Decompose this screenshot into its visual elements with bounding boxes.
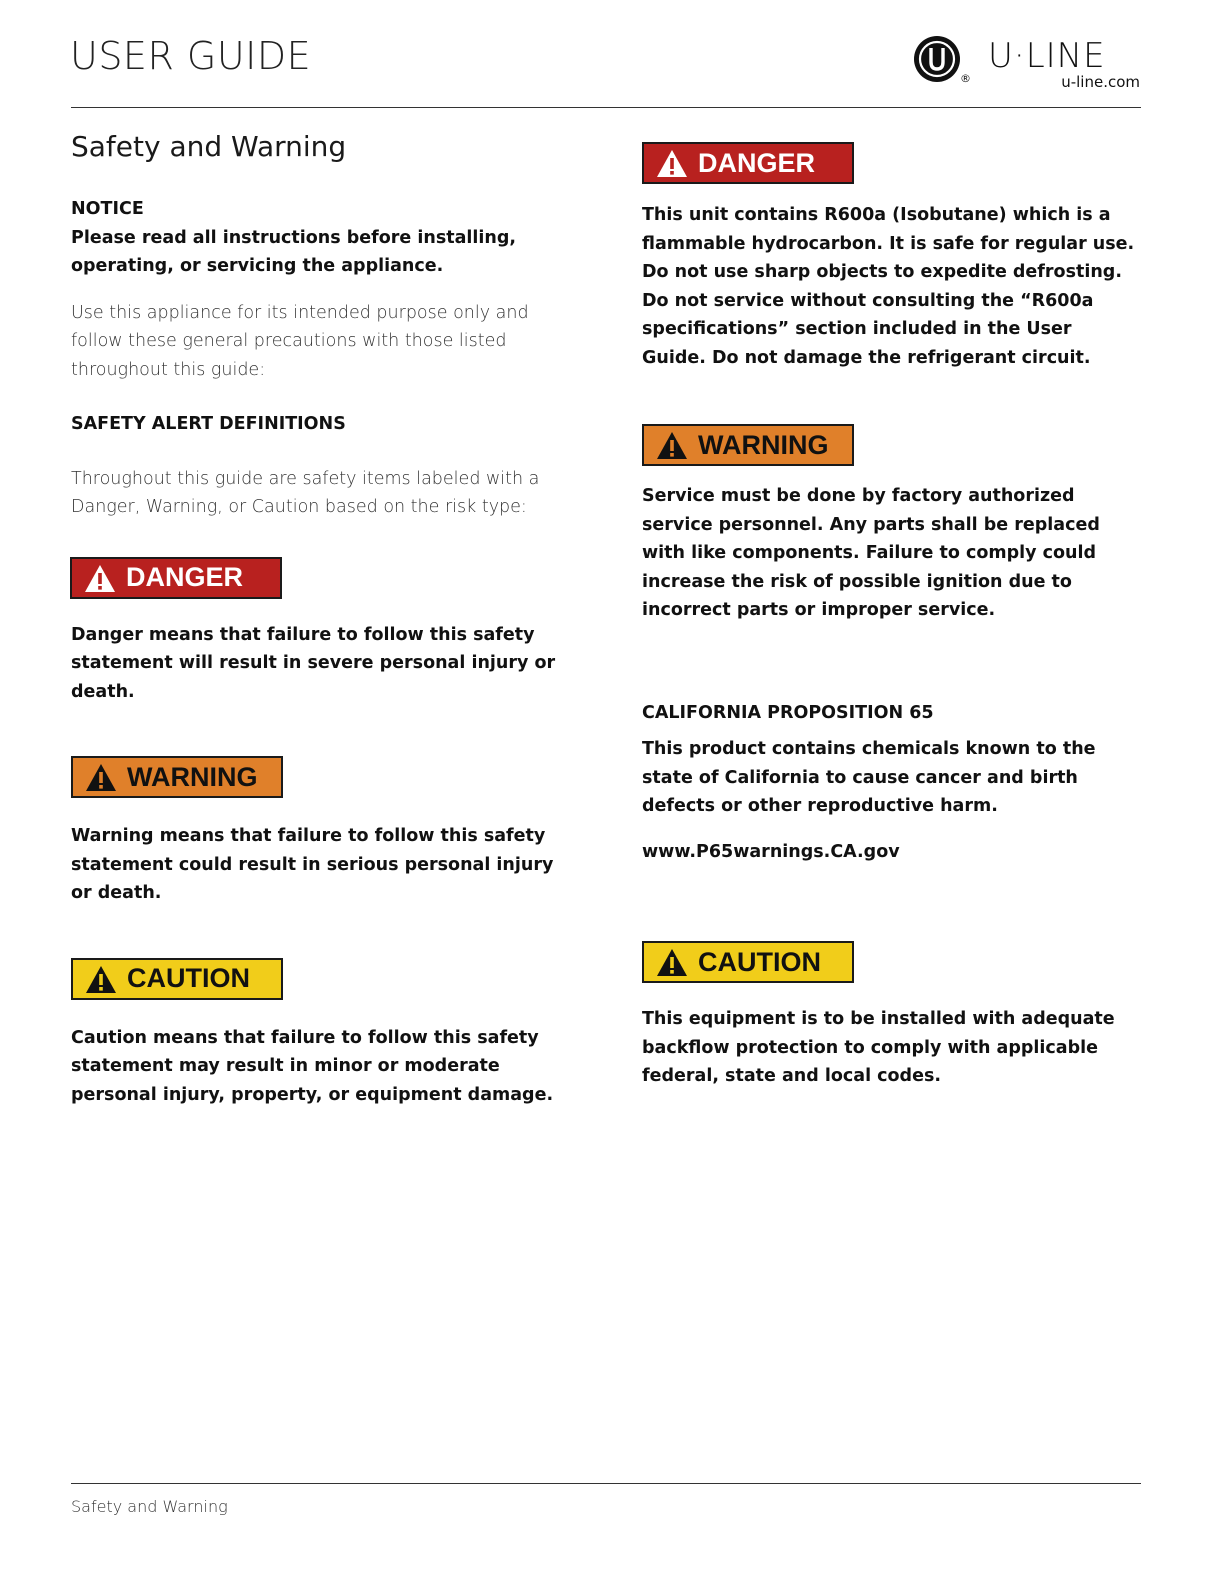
caution-label xyxy=(642,941,854,983)
header-divider xyxy=(71,107,1141,108)
danger-label xyxy=(642,142,854,184)
prop65-text: This product contains chemicals known to the state of California to cause cancer and birth defects or other reproductive harm. xyxy=(642,739,1096,816)
warning-label xyxy=(71,756,283,798)
caution-definition: Caution means that failure to follow this safety statement may result in minor or moderate personal injury, property, or equipment damage. xyxy=(71,1027,554,1105)
intro-paragraph: Use this appliance for its intended purpose only and follow these general precautions with those listed throughout this guide: xyxy=(71,302,529,380)
caution-label-text: CAUTION xyxy=(127,963,250,993)
caution-label xyxy=(71,958,283,1000)
prop65-heading: CALIFORNIA PROPOSITION 65 xyxy=(642,702,934,723)
footer-divider xyxy=(71,1483,1141,1484)
warning-triangle-icon xyxy=(85,762,117,792)
danger-label-text: DANGER xyxy=(126,562,244,592)
page-header-title: USER GUIDE xyxy=(70,34,312,78)
notice-text: Please read all instructions before installing, operating, or servicing the appliance. xyxy=(71,227,517,276)
notice-heading: NOTICE xyxy=(71,199,144,219)
danger-label xyxy=(70,557,282,599)
warning-triangle-icon xyxy=(84,563,116,593)
danger-definition: Danger means that failure to follow this safety statement will result in severe personal injury or death. xyxy=(71,624,556,702)
definitions-heading: SAFETY ALERT DEFINITIONS xyxy=(71,414,346,434)
danger-label-text: DANGER xyxy=(698,147,816,178)
warning-definition: Warning means that failure to follow this safety statement could result in serious personal injury or death. xyxy=(71,826,554,903)
brand-name: U·LINE xyxy=(988,36,1106,76)
warning-triangle-icon xyxy=(656,947,688,977)
u-line-logo-icon xyxy=(912,34,962,84)
warning-label-text: WARNING xyxy=(698,429,829,460)
left-column xyxy=(71,130,571,1109)
brand-logo xyxy=(910,32,1142,92)
service-warning-text: Service must be done by factory authorized service personnel. Any parts shall be replaced with like components. Failure to comply could increase the risk of possible ignition due to incorrect parts or improper service. xyxy=(642,486,1100,620)
backflow-caution-text: This equipment is to be installed with adequate backflow protection to comply with applicable federal, state and local codes. xyxy=(642,1009,1115,1086)
caution-label-text: CAUTION xyxy=(698,946,821,977)
warning-label xyxy=(642,424,854,466)
warning-triangle-icon xyxy=(656,430,688,460)
registered-mark: ® xyxy=(960,72,971,85)
warning-label-text: WARNING xyxy=(127,761,258,792)
right-column xyxy=(642,130,1142,1091)
r600a-danger-text: This unit contains R600a (Isobutane) which is a flammable hydrocarbon. It is safe for regular use. Do not use sharp objects to expedite defrosting. Do not service without consulting the “R600a specifications” section included in the User Guide. Do not damage the refrigerant circuit. xyxy=(642,205,1135,368)
footer-section-name: Safety and Warning xyxy=(71,1497,228,1516)
section-title: Safety and Warning xyxy=(71,130,347,163)
warning-triangle-icon xyxy=(656,148,688,178)
brand-url[interactable]: u-line.com xyxy=(1061,73,1140,91)
prop65-link[interactable]: www.P65warnings.CA.gov xyxy=(642,841,900,862)
definitions-intro: Throughout this guide are safety items labeled with a Danger, Warning, or Caution based on the risk type: xyxy=(71,468,540,517)
warning-triangle-icon xyxy=(85,964,117,994)
